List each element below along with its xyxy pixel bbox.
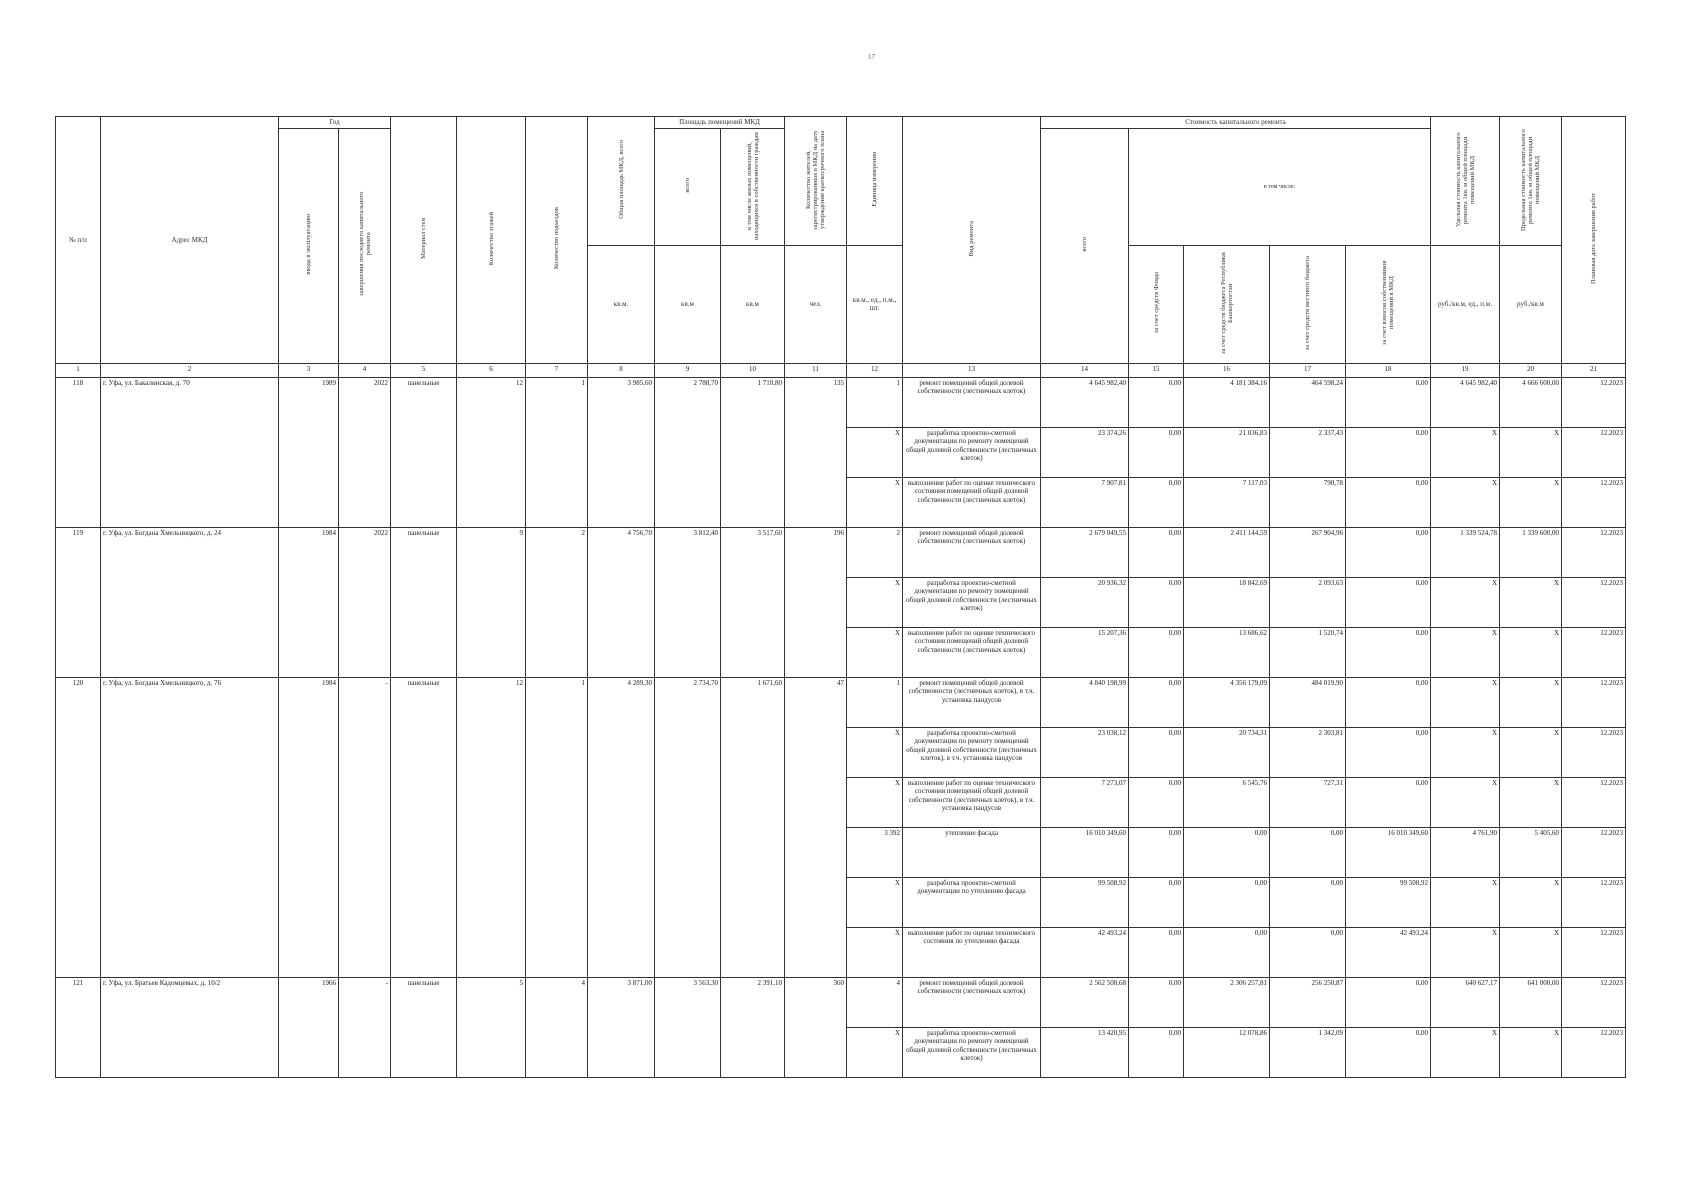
header-row-1 [56, 117, 1626, 129]
cost-local: 1 520,74 [1270, 627, 1346, 677]
residents: 47 [785, 677, 847, 977]
work-type: выполнение работ по оценке технического состояния помещений общей долевой собственности (лестничных клеток), в т.ч. установка пандусов [903, 777, 1041, 827]
cost-region: 2 411 144,59 [1184, 527, 1270, 577]
unit-cost: 1 339 524,78 [1431, 527, 1500, 577]
cost-region: 13 686,62 [1184, 627, 1270, 677]
house-address: г. Уфа, ул. Богдана Хмельницкого, д. 24 [101, 527, 279, 677]
max-cost: X [1500, 1027, 1562, 1077]
header-residents: Количество жителей, зарегистрированных в МКД на дату утверждения краткосрочного плана [785, 117, 847, 246]
header-unit-cost: Удельная стоимость капитального ремонта 1кв. м общей площади помещений МКД [1431, 117, 1500, 246]
cost-local: 2 303,81 [1270, 727, 1346, 777]
work-unit: X [847, 477, 903, 527]
total-area: 4 289,30 [588, 677, 655, 977]
cost-fund: 0,00 [1129, 727, 1184, 777]
work-type: ремонт помещений общей долевой собственности (лестничных клеток) [903, 527, 1041, 577]
entrances: 2 [526, 527, 588, 677]
year-commission: 1984 [279, 527, 339, 677]
capital-repair-table [55, 116, 1626, 1078]
premises-total: 2 734,70 [655, 677, 721, 977]
header-plan-date: Плановая дата завершения работ [1562, 117, 1626, 364]
work-type: разработка проектно-сметной документации по ремонту помещений общей долевой собственности (лестничных клеток) [903, 1027, 1041, 1077]
premises-residents: 1 710,80 [721, 377, 785, 527]
work-type: разработка проектно-сметной документации по ремонту помещений общей долевой собственности (лестничных клеток) [903, 577, 1041, 627]
wall-material: панельные [391, 977, 457, 1077]
cost-fund: 0,00 [1129, 627, 1184, 677]
column-index: 14 [1041, 363, 1129, 377]
unit-cost: 4 761,90 [1431, 827, 1500, 877]
house-number: 118 [56, 377, 101, 527]
unit-cost: X [1431, 477, 1500, 527]
cost-owners: 0,00 [1346, 577, 1431, 627]
cost-total: 2 679 049,55 [1041, 527, 1129, 577]
header-total-area: Общая площадь МКД, всего [588, 117, 655, 246]
cost-fund: 0,00 [1129, 527, 1184, 577]
cost-total: 16 010 349,60 [1041, 827, 1129, 877]
plan-date: 12.2023 [1562, 727, 1626, 777]
work-type: разработка проектно-сметной документации по ремонту помещений общей долевой собственности (лестничных клеток) [903, 427, 1041, 477]
column-index: 3 [279, 363, 339, 377]
cost-owners: 0,00 [1346, 377, 1431, 427]
work-unit: X [847, 877, 903, 927]
residents: 360 [785, 977, 847, 1077]
plan-date: 12.2023 [1562, 477, 1626, 527]
work-row [56, 977, 1626, 1027]
cost-total: 42 493,24 [1041, 927, 1129, 977]
work-type: утепление фасада [903, 827, 1041, 877]
header-year-commission: ввода в эксплуатацию [279, 128, 339, 363]
header-cost-owners: за счет взносов собственников помещений в МКД [1346, 246, 1431, 364]
cost-owners: 0,00 [1346, 627, 1431, 677]
year-last-repair: - [339, 977, 391, 1077]
cost-local: 1 342,09 [1270, 1027, 1346, 1077]
work-type: ремонт помещений общей долевой собственности (лестничных клеток) [903, 977, 1041, 1027]
max-cost: X [1500, 877, 1562, 927]
header-premises-group: Площадь помещений МКД [655, 117, 785, 129]
plan-date: 12.2023 [1562, 877, 1626, 927]
unit-prem: кв.м [655, 246, 721, 364]
total-area: 3 871,00 [588, 977, 655, 1077]
work-unit: X [847, 627, 903, 677]
cost-local: 484 019,90 [1270, 677, 1346, 727]
floors: 9 [457, 527, 526, 677]
cost-total: 23 038,12 [1041, 727, 1129, 777]
header-cost-fund: за счет средств Фонда [1129, 246, 1184, 364]
cost-owners: 0,00 [1346, 427, 1431, 477]
cost-fund: 0,00 [1129, 577, 1184, 627]
cost-region: 4 356 179,09 [1184, 677, 1270, 727]
entrances: 4 [526, 977, 588, 1077]
cost-owners: 42 493,24 [1346, 927, 1431, 977]
header-floors: Количество этажей [457, 117, 526, 364]
column-index: 11 [785, 363, 847, 377]
column-index: 21 [1562, 363, 1626, 377]
cost-owners: 0,00 [1346, 677, 1431, 727]
header-entrances: Количество подъездов [526, 117, 588, 364]
total-area: 3 985,60 [588, 377, 655, 527]
cost-local: 0,00 [1270, 827, 1346, 877]
cost-fund: 0,00 [1129, 477, 1184, 527]
max-cost: X [1500, 927, 1562, 977]
premises-total: 2 788,70 [655, 377, 721, 527]
total-area: 4 756,70 [588, 527, 655, 677]
unit-cost: 640 627,17 [1431, 977, 1500, 1027]
cost-region: 0,00 [1184, 827, 1270, 877]
header-wall-material: Материал стен [391, 117, 457, 364]
house-address: г. Уфа, ул. Братьев Кадомцевых, д. 10/2 [101, 977, 279, 1077]
unit-cost: X [1431, 1027, 1500, 1077]
premises-total: 3 812,40 [655, 527, 721, 677]
column-index: 12 [847, 363, 903, 377]
header-unit: Единица измерения [847, 117, 903, 246]
work-unit: X [847, 777, 903, 827]
cost-region: 6 545,76 [1184, 777, 1270, 827]
plan-date: 12.2023 [1562, 977, 1626, 1027]
header-premises-residents: в том числе жилых помещений, находящихся в собственности граждан [721, 128, 785, 246]
work-unit: 3 392 [847, 827, 903, 877]
work-type: выполнение работ по оценке технического состояния по утеплению фасада [903, 927, 1041, 977]
plan-date: 12.2023 [1562, 427, 1626, 477]
cost-fund: 0,00 [1129, 977, 1184, 1027]
header-cost-region: за счет средств бюджета Республики Башкортостан [1184, 246, 1270, 364]
column-index: 9 [655, 363, 721, 377]
max-cost: 1 339 600,00 [1500, 527, 1562, 577]
cost-fund: 0,00 [1129, 427, 1184, 477]
unit-mcost: руб./кв.м [1500, 246, 1562, 364]
column-index: 10 [721, 363, 785, 377]
work-unit: 4 [847, 977, 903, 1027]
work-unit: X [847, 427, 903, 477]
unit-cost: X [1431, 677, 1500, 727]
house-number: 120 [56, 677, 101, 977]
cost-fund: 0,00 [1129, 827, 1184, 877]
house-address: г. Уфа, ул. Бакалинская, д. 70 [101, 377, 279, 527]
cost-total: 13 420,95 [1041, 1027, 1129, 1077]
cost-total: 15 207,36 [1041, 627, 1129, 677]
unit-cost: X [1431, 427, 1500, 477]
wall-material: панельные [391, 677, 457, 977]
cost-fund: 0,00 [1129, 1027, 1184, 1077]
year-commission: 1989 [279, 377, 339, 527]
cost-owners: 0,00 [1346, 477, 1431, 527]
column-index: 20 [1500, 363, 1562, 377]
work-type: выполнение работ по оценке технического состояния помещений общей долевой собственности (лестничных клеток) [903, 627, 1041, 677]
house-number: 121 [56, 977, 101, 1077]
max-cost: 641 000,00 [1500, 977, 1562, 1027]
unit-area: кв.м. [588, 246, 655, 364]
house-address: г. Уфа, ул. Богдана Хмельницкого, д. 76 [101, 677, 279, 977]
year-commission: 1966 [279, 977, 339, 1077]
header-year-last-repair: завершения последнего капитального ремонта [339, 128, 391, 363]
column-index: 2 [101, 363, 279, 377]
wall-material: панельные [391, 527, 457, 677]
table-body [56, 117, 1626, 1078]
max-cost: 5 405,60 [1500, 827, 1562, 877]
column-index: 16 [1184, 363, 1270, 377]
cost-total: 23 374,26 [1041, 427, 1129, 477]
cost-local: 256 250,87 [1270, 977, 1346, 1027]
max-cost: X [1500, 677, 1562, 727]
entrances: 1 [526, 677, 588, 977]
unit-cost: X [1431, 877, 1500, 927]
cost-total: 7 907,81 [1041, 477, 1129, 527]
header-address: Адрес МКД [101, 117, 279, 364]
unit-cost: X [1431, 627, 1500, 677]
cost-total: 4 645 982,40 [1041, 377, 1129, 427]
header-including: в том числе: [1129, 128, 1431, 246]
cost-region: 18 842,69 [1184, 577, 1270, 627]
work-unit: 1 [847, 677, 903, 727]
cost-total: 2 562 508,68 [1041, 977, 1129, 1027]
cost-total: 99 508,92 [1041, 877, 1129, 927]
cost-owners: 0,00 [1346, 727, 1431, 777]
residents: 135 [785, 377, 847, 527]
cost-region: 12 078,86 [1184, 1027, 1270, 1077]
column-index: 15 [1129, 363, 1184, 377]
work-type: разработка проектно-сметной документации по утеплению фасада [903, 877, 1041, 927]
column-index-row [56, 363, 1626, 377]
floors: 5 [457, 977, 526, 1077]
header-max-cost: Предельная стоимость капитального ремонта 1кв. м общей площади помещений МКД [1500, 117, 1562, 246]
plan-date: 12.2023 [1562, 1027, 1626, 1077]
cost-total: 7 273,07 [1041, 777, 1129, 827]
cost-owners: 0,00 [1346, 977, 1431, 1027]
cost-local: 727,31 [1270, 777, 1346, 827]
max-cost: X [1500, 477, 1562, 527]
wall-material: панельные [391, 377, 457, 527]
floors: 12 [457, 377, 526, 527]
column-index: 1 [56, 363, 101, 377]
cost-owners: 0,00 [1346, 777, 1431, 827]
cost-local: 267 904,96 [1270, 527, 1346, 577]
unit-measure: кв.м., ед., п.м., шт. [847, 246, 903, 364]
work-row [56, 377, 1626, 427]
work-unit: X [847, 1027, 903, 1077]
cost-region: 0,00 [1184, 877, 1270, 927]
unit-cost: 4 645 982,40 [1431, 377, 1500, 427]
unit-cost: X [1431, 777, 1500, 827]
max-cost: X [1500, 427, 1562, 477]
work-row [56, 527, 1626, 577]
premises-residents: 2 391,10 [721, 977, 785, 1077]
plan-date: 12.2023 [1562, 627, 1626, 677]
max-cost: X [1500, 577, 1562, 627]
cost-fund: 0,00 [1129, 927, 1184, 977]
max-cost: X [1500, 777, 1562, 827]
header-num: № п/п [56, 117, 101, 364]
year-last-repair: - [339, 677, 391, 977]
header-cost-local: за счет средств местного бюджета [1270, 246, 1346, 364]
cost-local: 464 598,24 [1270, 377, 1346, 427]
max-cost: X [1500, 727, 1562, 777]
cost-fund: 0,00 [1129, 377, 1184, 427]
work-type: ремонт помещений общей долевой собственности (лестничных клеток) [903, 377, 1041, 427]
cost-region: 20 734,31 [1184, 727, 1270, 777]
column-index: 4 [339, 363, 391, 377]
cost-owners: 16 010 349,60 [1346, 827, 1431, 877]
unit-cost: X [1431, 927, 1500, 977]
work-unit: X [847, 577, 903, 627]
plan-date: 12.2023 [1562, 777, 1626, 827]
work-unit: X [847, 727, 903, 777]
unit-cost: X [1431, 727, 1500, 777]
work-type: ремонт помещений общей долевой собственности (лестничных клеток), в т.ч. установка пандусов [903, 677, 1041, 727]
cost-local: 0,00 [1270, 927, 1346, 977]
column-index: 5 [391, 363, 457, 377]
max-cost: X [1500, 627, 1562, 677]
plan-date: 12.2023 [1562, 377, 1626, 427]
unit-prem-res: кв.м [721, 246, 785, 364]
header-work-type: Вид ремонта [903, 117, 1041, 364]
cost-fund: 0,00 [1129, 877, 1184, 927]
max-cost: 4 666 600,00 [1500, 377, 1562, 427]
plan-date: 12.2023 [1562, 527, 1626, 577]
column-index: 8 [588, 363, 655, 377]
work-unit: X [847, 927, 903, 977]
cost-region: 4 181 384,16 [1184, 377, 1270, 427]
cost-owners: 0,00 [1346, 1027, 1431, 1077]
plan-date: 12.2023 [1562, 927, 1626, 977]
premises-residents: 1 671,60 [721, 677, 785, 977]
header-cost-total: всего [1041, 128, 1129, 363]
cost-local: 2 093,63 [1270, 577, 1346, 627]
work-type: разработка проектно-сметной документации по ремонту помещений общей долевой собственности (лестничных клеток), в т.ч. установка пандусов [903, 727, 1041, 777]
cost-region: 2 306 257,81 [1184, 977, 1270, 1027]
work-row [56, 677, 1626, 727]
cost-region: 0,00 [1184, 927, 1270, 977]
column-index: 19 [1431, 363, 1500, 377]
cost-fund: 0,00 [1129, 777, 1184, 827]
header-premises-total: всего [655, 128, 721, 246]
work-unit: 2 [847, 527, 903, 577]
floors: 12 [457, 677, 526, 977]
entrances: 1 [526, 377, 588, 527]
column-index: 18 [1346, 363, 1431, 377]
cost-region: 7 117,03 [1184, 477, 1270, 527]
unit-ucost: руб./кв.м, ед., п.м. [1431, 246, 1500, 364]
column-index: 6 [457, 363, 526, 377]
page-number: 17 [868, 53, 875, 61]
cost-owners: 99 508,92 [1346, 877, 1431, 927]
year-last-repair: 2022 [339, 527, 391, 677]
plan-date: 12.2023 [1562, 827, 1626, 877]
residents: 196 [785, 527, 847, 677]
cost-local: 0,00 [1270, 877, 1346, 927]
column-index: 17 [1270, 363, 1346, 377]
unit-cost: X [1431, 577, 1500, 627]
header-cost-group: Стоимость капитального ремонта [1041, 117, 1431, 129]
cost-total: 20 936,32 [1041, 577, 1129, 627]
year-commission: 1984 [279, 677, 339, 977]
column-index: 7 [526, 363, 588, 377]
premises-residents: 3 517,60 [721, 527, 785, 677]
plan-date: 12.2023 [1562, 677, 1626, 727]
cost-local: 790,78 [1270, 477, 1346, 527]
header-year-group: Год [279, 117, 391, 129]
cost-region: 21 036,83 [1184, 427, 1270, 477]
unit-residents: чел. [785, 246, 847, 364]
house-number: 119 [56, 527, 101, 677]
work-unit: 1 [847, 377, 903, 427]
cost-owners: 0,00 [1346, 527, 1431, 577]
cost-total: 4 840 198,99 [1041, 677, 1129, 727]
plan-date: 12.2023 [1562, 577, 1626, 627]
cost-fund: 0,00 [1129, 677, 1184, 727]
column-index: 13 [903, 363, 1041, 377]
work-type: выполнение работ по оценке технического состояния помещений общей долевой собственности (лестничных клеток) [903, 477, 1041, 527]
premises-total: 3 563,30 [655, 977, 721, 1077]
cost-local: 2 337,43 [1270, 427, 1346, 477]
year-last-repair: 2022 [339, 377, 391, 527]
